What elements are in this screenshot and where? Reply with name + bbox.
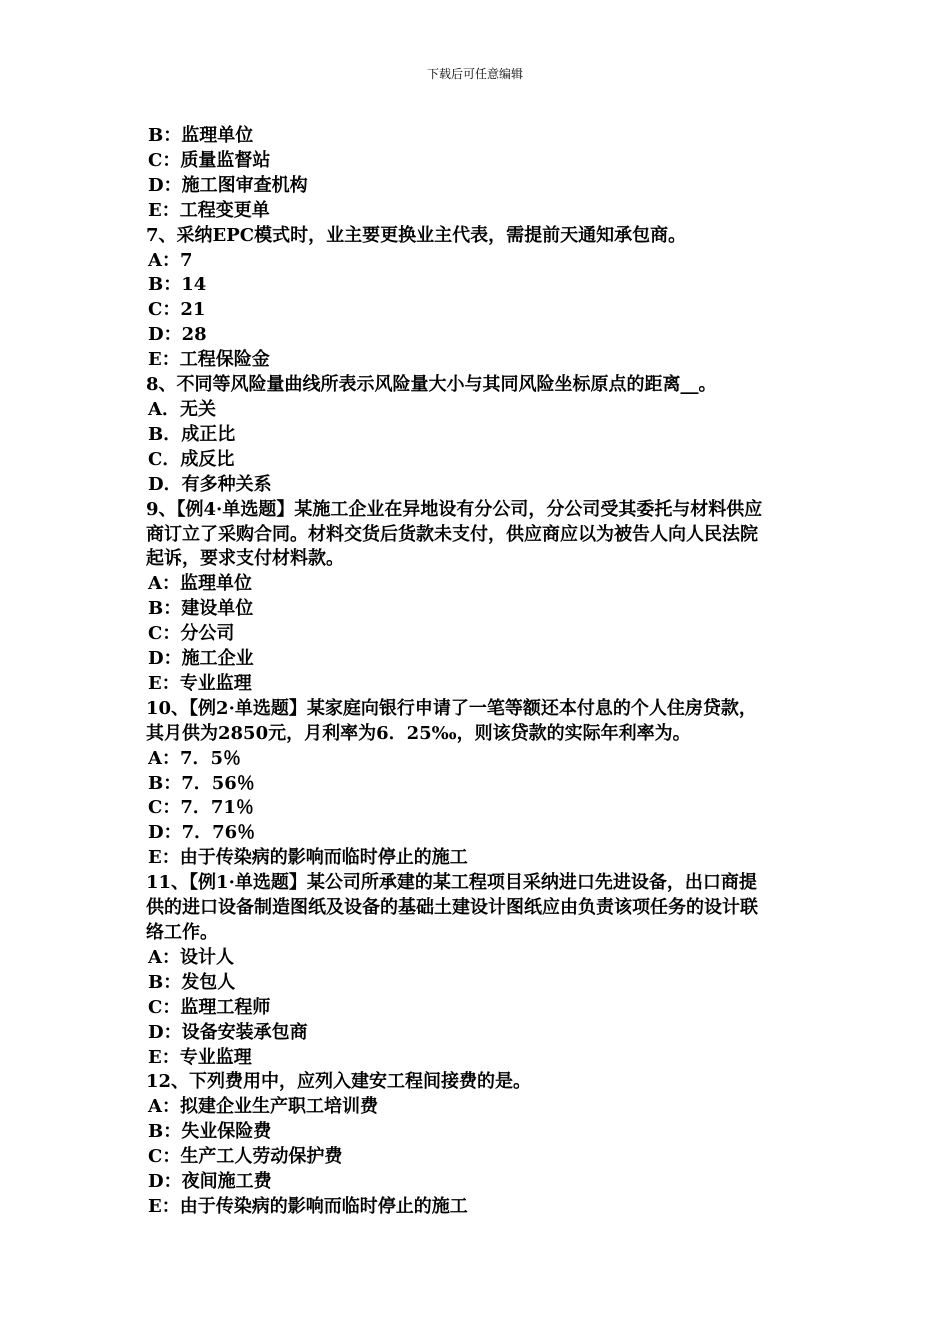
- answer-option: C：21: [148, 299, 206, 321]
- answer-option: D：施工企业: [148, 648, 254, 670]
- answer-option: A：7: [148, 249, 193, 271]
- answer-option: A：拟建企业生产职工培训费: [148, 1096, 378, 1118]
- answer-option: E：专业监理: [148, 672, 252, 694]
- question-text: 7、采纳EPC模式时，业主要更换业主代表，需提前天通知承包商。: [146, 224, 687, 246]
- answer-option: E：专业监理: [148, 1046, 252, 1068]
- question-text: 12、下列费用中，应列入建安工程间接费的是。: [146, 1071, 532, 1093]
- answer-option: B．成正比: [148, 423, 236, 445]
- question-text: 8、不同等风险量曲线所表示风险量大小与其同风险坐标原点的距离__。: [146, 374, 717, 396]
- answer-option: A：7．5％: [148, 747, 242, 769]
- question-text: 其月供为2850元，月利率为6．25‰，则该贷款的实际年利率为。: [146, 722, 691, 744]
- question-text: 起诉，要求支付材料款。: [146, 548, 344, 570]
- answer-option: D．有多种关系: [148, 473, 272, 495]
- answer-option: C：生产工人劳动保护费: [148, 1146, 343, 1168]
- answer-option: E：工程变更单: [148, 199, 270, 221]
- answer-option: C：质量监督站: [148, 149, 271, 171]
- answer-option: B：7．56％: [148, 772, 255, 794]
- answer-option: B：14: [148, 274, 207, 296]
- answer-option: B：监理单位: [148, 125, 254, 146]
- question-text: 商订立了采购合同。材料交货后货款未支付，供应商应以为被告人向人民法院: [146, 523, 758, 545]
- answer-option: A：设计人: [148, 946, 234, 968]
- question-text: 11、【例1·单选题】某公司所承建的某工程项目采纳进口先进设备，出口商提: [146, 872, 757, 894]
- answer-option: A：监理单位: [148, 573, 252, 595]
- answer-option: D：28: [148, 324, 207, 346]
- answer-option: B：失业保险费: [148, 1121, 272, 1143]
- question-text: 10、【例2·单选题】某家庭向银行申请了一笔等额还本付息的个人住房贷款，: [146, 697, 757, 719]
- answer-option: E：工程保险金: [148, 349, 270, 371]
- answer-option: A．无关: [148, 398, 216, 420]
- answer-option: B：建设单位: [148, 598, 254, 620]
- answer-option: C：分公司: [148, 623, 235, 645]
- answer-option: C：7．71％: [148, 797, 254, 819]
- document-body: [146, 124, 810, 1220]
- answer-option: C．成反比: [148, 448, 235, 470]
- question-text: 供的进口设备制造图纸及设备的基础土建设计图纸应由负责该项任务的设计联: [146, 897, 758, 919]
- answer-option: D：夜间施工费: [148, 1171, 272, 1193]
- answer-option: E：由于传染病的影响而临时停止的施工: [148, 1195, 468, 1217]
- answer-option: C：监理工程师: [148, 996, 271, 1018]
- question-text: 9、【例4·单选题】某施工企业在异地设有分公司，分公司受其委托与材料供应: [146, 498, 763, 520]
- page-header: 下载后可任意编辑: [426, 67, 523, 81]
- answer-option: D：施工图审查机构: [148, 174, 308, 196]
- answer-option: E：由于传染病的影响而临时停止的施工: [148, 847, 468, 869]
- question-text: 络工作。: [146, 922, 218, 943]
- answer-option: D：设备安装承包商: [148, 1021, 308, 1043]
- answer-option: B：发包人: [148, 971, 236, 993]
- answer-option: D：7．76％: [148, 822, 256, 844]
